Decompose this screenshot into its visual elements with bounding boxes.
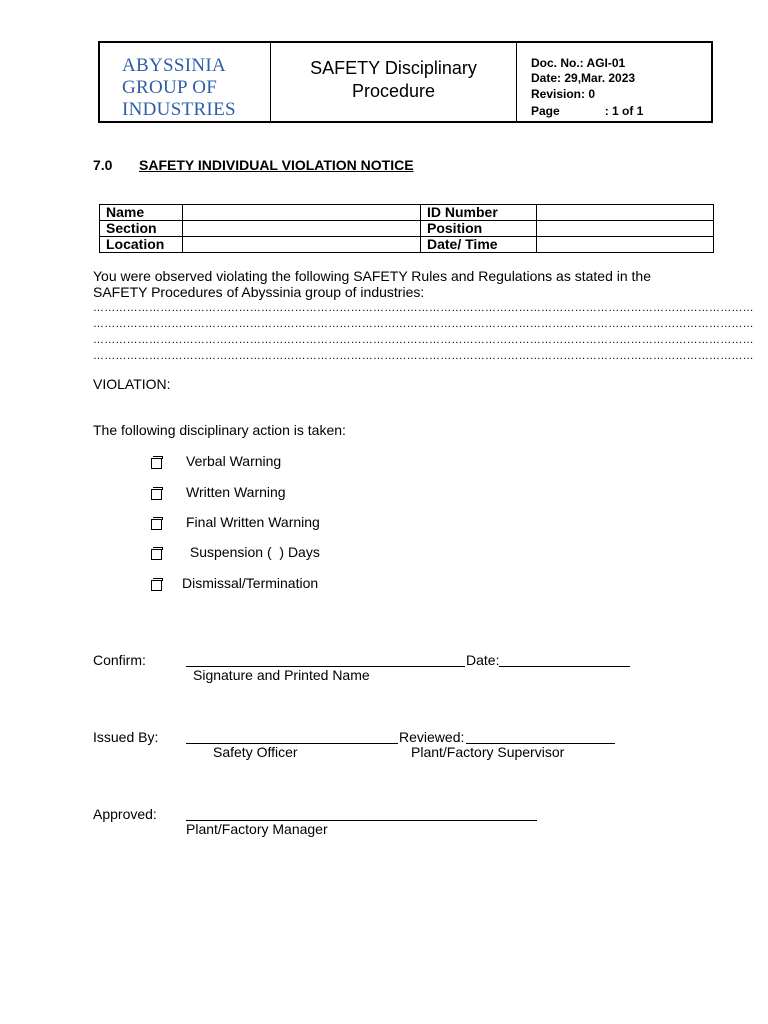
title-line-1: SAFETY Disciplinary xyxy=(310,58,477,78)
id-number-label: ID Number xyxy=(421,205,537,221)
verbal-warning-checkbox[interactable] xyxy=(151,458,162,469)
final-written-warning-checkbox[interactable] xyxy=(151,519,162,530)
suspension-checkbox[interactable] xyxy=(151,549,162,560)
doc-number: Doc. No.: AGI-01 xyxy=(531,56,626,70)
dotted-line-2[interactable]: …………………………………………………………………………………………………………………………………………………………… xyxy=(93,318,754,330)
section-label: Section xyxy=(100,221,183,237)
reviewed-label: Reviewed: xyxy=(399,729,465,745)
document-header xyxy=(98,41,713,123)
position-field[interactable] xyxy=(537,221,714,237)
action-intro: The following disciplinary action is taken: xyxy=(93,422,346,438)
name-field[interactable] xyxy=(183,205,421,221)
dotted-line-3[interactable]: …………………………………………………………………………………………………………………………………………………………… xyxy=(93,334,754,346)
approved-label: Approved: xyxy=(93,806,157,822)
suspension-label: Suspension ( ) Days xyxy=(186,544,320,560)
confirm-caption: Signature and Printed Name xyxy=(193,667,370,683)
safety-officer-caption: Safety Officer xyxy=(213,744,298,760)
table-row xyxy=(100,205,714,221)
confirm-label: Confirm: xyxy=(93,652,146,668)
dismissal-checkbox[interactable] xyxy=(151,580,162,591)
issued-by-label: Issued By: xyxy=(93,729,159,745)
title-line-2: Procedure xyxy=(351,81,436,101)
position-label: Position xyxy=(421,221,537,237)
date-time-field[interactable] xyxy=(537,237,714,253)
intro-line-1: You were observed violating the following SAFETY Rules and Regulations as stated in the xyxy=(93,268,652,284)
logo-line-1: ABYSSINIA xyxy=(122,55,227,76)
violation-label: VIOLATION: xyxy=(93,376,171,392)
document-meta xyxy=(517,43,711,121)
intro-line-2: SAFETY Procedures of Abyssinia group of industries: xyxy=(93,284,425,300)
section-field[interactable] xyxy=(183,221,421,237)
confirm-date-line[interactable] xyxy=(499,666,630,667)
table-row xyxy=(100,237,714,253)
logo-line-2: GROUP OF xyxy=(122,77,218,98)
written-warning-label: Written Warning xyxy=(186,484,286,500)
name-label: Name xyxy=(100,205,183,221)
confirm-date-label: Date: xyxy=(466,652,500,668)
written-warning-checkbox[interactable] xyxy=(151,489,162,500)
table-row xyxy=(100,221,714,237)
page-label: Page xyxy=(531,104,560,118)
dotted-line-1[interactable]: …………………………………………………………………………………………………………………………………………………………… xyxy=(93,302,754,314)
doc-date: Date: 29,Mar. 2023 xyxy=(531,71,636,85)
employee-info-table xyxy=(99,204,714,253)
doc-revision: Revision: 0 xyxy=(531,87,596,101)
section-number: 7.0 xyxy=(93,157,113,173)
supervisor-caption: Plant/Factory Supervisor xyxy=(411,744,565,760)
location-field[interactable] xyxy=(183,237,421,253)
dotted-line-4[interactable]: …………………………………………………………………………………………………………………………………………………………… xyxy=(93,350,754,362)
document-title xyxy=(271,43,517,121)
final-written-warning-label: Final Written Warning xyxy=(186,514,320,530)
section-title: SAFETY INDIVIDUAL VIOLATION NOTICE xyxy=(139,157,414,173)
company-logo-text xyxy=(100,43,271,121)
page-value: : 1 of 1 xyxy=(604,104,644,118)
id-number-field[interactable] xyxy=(537,205,714,221)
verbal-warning-label: Verbal Warning xyxy=(186,453,282,469)
date-time-label: Date/ Time xyxy=(421,237,537,253)
dismissal-label: Dismissal/Termination xyxy=(182,575,319,591)
manager-caption: Plant/Factory Manager xyxy=(186,821,328,837)
location-label: Location xyxy=(100,237,183,253)
logo-line-3: INDUSTRIES xyxy=(122,99,236,120)
